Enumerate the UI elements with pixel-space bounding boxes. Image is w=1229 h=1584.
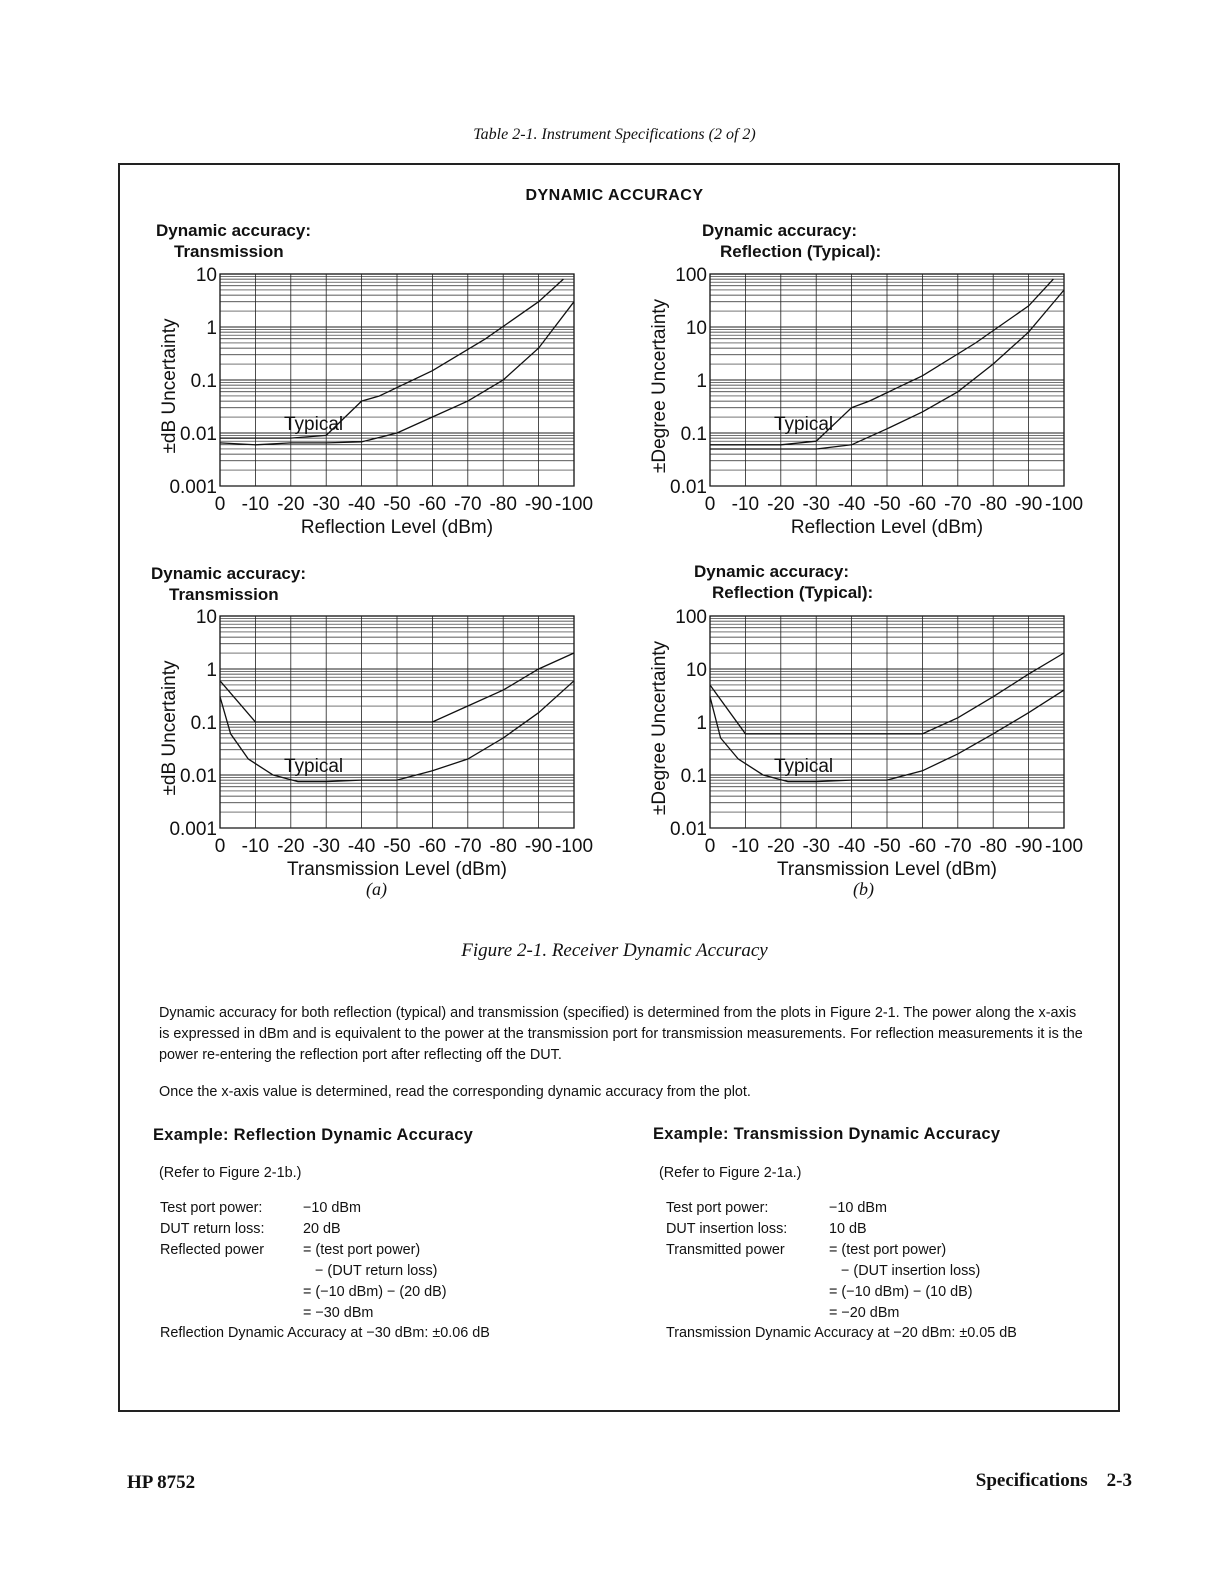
x-tick-label: 0 (214, 836, 226, 857)
example-transmission-summary: Transmission Dynamic Accuracy at −20 dBm: ±0.05 dB (666, 1325, 1017, 1341)
chart-title-tr (702, 220, 881, 262)
x-tick-label: 0 (214, 494, 226, 515)
annotation-typical: Typical (774, 756, 834, 777)
y-tick-label: 100 (675, 265, 707, 286)
example-transmission-rows (666, 1198, 980, 1324)
y-tick-label: 0.01 (180, 766, 217, 787)
footer-page: Specifications 2-3 (975, 1470, 1132, 1491)
x-tick-label: -30 (802, 494, 830, 515)
x-tick-label: -70 (944, 836, 972, 857)
figure-caption: Figure 2-1. Receiver Dynamic Accuracy (461, 940, 768, 961)
x-axis-label: Reflection Level (dBm) (790, 517, 984, 538)
x-tick-label: -30 (312, 494, 340, 515)
example-row-label: Reflected power (160, 1242, 264, 1258)
x-tick-label: -60 (908, 836, 937, 857)
footer-model: HP 8752 (127, 1472, 196, 1493)
y-tick-label: 0.1 (190, 713, 217, 734)
chart-reflection-transmission-level (640, 604, 1090, 884)
x-tick-label: -70 (944, 494, 972, 515)
y-axis-label: ±dB Uncertainty (159, 318, 180, 454)
y-tick-label: 0.01 (670, 819, 707, 840)
y-tick-label: 0.01 (670, 477, 707, 498)
example-row (160, 1303, 447, 1324)
annotation-typical: Typical (774, 414, 834, 435)
example-row (160, 1240, 447, 1261)
x-tick-label: -20 (767, 494, 795, 515)
example-row-label (666, 1261, 829, 1282)
x-tick-label: 0 (704, 836, 716, 857)
y-tick-label: 10 (195, 607, 217, 628)
example-row (666, 1219, 980, 1240)
example-row-value: 20 dB (303, 1221, 341, 1237)
x-tick-label: -90 (524, 494, 553, 515)
chart-title-line2: Reflection (Typical): (712, 583, 874, 602)
chart-title-line2: Transmission (169, 585, 279, 604)
x-tick-label: -70 (454, 494, 482, 515)
example-row (666, 1282, 980, 1303)
example-row-label: Test port power: (666, 1200, 769, 1216)
x-tick-label: -10 (241, 494, 270, 515)
example-row-value: − (DUT insertion loss) (829, 1263, 981, 1279)
x-tick-label: -90 (1014, 836, 1043, 857)
y-tick-label: 10 (685, 660, 707, 681)
y-tick-label: 1 (696, 371, 707, 392)
x-tick-label: -90 (524, 836, 553, 857)
chart-title-bl (151, 563, 306, 605)
x-axis-label: Transmission Level (dBm) (287, 859, 507, 880)
x-tick-label: -50 (873, 494, 901, 515)
example-row-label (160, 1261, 303, 1282)
example-row-label: Test port power: (160, 1200, 263, 1216)
annotation-typical: Typical (284, 756, 344, 777)
x-tick-label: -40 (837, 836, 866, 857)
example-transmission-title: Example: Transmission Dynamic Accuracy (653, 1125, 1001, 1143)
x-tick-label: -60 (418, 836, 447, 857)
x-axis-label: Reflection Level (dBm) (300, 517, 494, 538)
body-paragraph-2: Once the x-axis value is determined, read the corresponding dynamic accuracy from the plot. (159, 1084, 751, 1100)
x-tick-label: -70 (454, 836, 482, 857)
x-tick-label: -30 (802, 836, 830, 857)
example-row-value: − (DUT return loss) (303, 1263, 438, 1279)
example-row (666, 1303, 980, 1324)
example-row-label: Transmitted power (666, 1242, 785, 1258)
x-tick-label: -30 (312, 836, 340, 857)
annotation-typical: Typical (284, 414, 344, 435)
example-row-label (666, 1282, 829, 1303)
x-tick-label: -60 (908, 494, 937, 515)
example-row (666, 1198, 980, 1219)
x-tick-label: -10 (731, 494, 760, 515)
example-reflection-summary: Reflection Dynamic Accuracy at −30 dBm: ±0.06 dB (160, 1325, 490, 1341)
x-tick-label: -20 (767, 836, 795, 857)
x-tick-label: 0 (704, 494, 716, 515)
y-tick-label: 100 (675, 607, 707, 628)
example-row (160, 1282, 447, 1303)
example-row-label (666, 1303, 829, 1324)
y-axis-label: ±dB Uncertainty (159, 660, 180, 796)
x-tick-label: -40 (347, 494, 376, 515)
example-row-label: DUT return loss: (160, 1221, 265, 1237)
y-tick-label: 1 (206, 660, 217, 681)
example-reflection-ref: (Refer to Figure 2-1b.) (159, 1165, 302, 1181)
x-tick-label: -100 (1044, 836, 1084, 857)
x-tick-label: -80 (489, 836, 517, 857)
y-tick-label: 0.001 (169, 819, 217, 840)
example-row-value: −10 dBm (303, 1200, 361, 1216)
x-tick-label: -20 (277, 836, 305, 857)
chart-title-tl (156, 220, 311, 262)
example-row (160, 1219, 447, 1240)
x-tick-label: -20 (277, 494, 305, 515)
subfigure-label-a: (a) (366, 879, 387, 899)
example-transmission-ref: (Refer to Figure 2-1a.) (659, 1165, 802, 1181)
series-line-specified (220, 279, 563, 438)
chart-title-line2: Reflection (Typical): (720, 242, 882, 261)
y-tick-label: 1 (206, 318, 217, 339)
example-row-value: = (test port power) (303, 1242, 421, 1258)
example-row-value: = (test port power) (829, 1242, 947, 1258)
example-row (160, 1261, 447, 1282)
subfigure-label-b: (b) (853, 879, 874, 899)
example-row-value: = −20 dBm (829, 1305, 900, 1321)
example-row-label (160, 1282, 303, 1303)
x-tick-label: -40 (347, 836, 376, 857)
x-tick-label: -50 (383, 836, 411, 857)
x-tick-label: -50 (383, 494, 411, 515)
chart-title-line1: Dynamic accuracy: (694, 562, 849, 581)
x-tick-label: -80 (489, 494, 517, 515)
example-row-value: = (−10 dBm) − (20 dB) (303, 1284, 447, 1300)
example-row (160, 1198, 447, 1219)
y-tick-label: 0.1 (190, 371, 217, 392)
example-row-value: = (−10 dBm) − (10 dB) (829, 1284, 973, 1300)
section-title: DYNAMIC ACCURACY (525, 187, 704, 204)
example-reflection-title: Example: Reflection Dynamic Accuracy (153, 1126, 474, 1144)
x-tick-label: -100 (554, 494, 594, 515)
y-axis-label: ±Degree Uncertainty (649, 640, 670, 816)
series-line-upper (710, 279, 1053, 445)
example-row-label (160, 1303, 303, 1324)
y-tick-label: 0.001 (169, 477, 217, 498)
chart-transmission-reflection-level (150, 262, 600, 542)
x-axis-label: Transmission Level (dBm) (777, 859, 997, 880)
x-tick-label: -50 (873, 836, 901, 857)
x-tick-label: -10 (731, 836, 760, 857)
x-tick-label: -10 (241, 836, 270, 857)
chart-transmission-transmission-level (150, 604, 600, 884)
chart-title-line1: Dynamic accuracy: (156, 221, 311, 240)
body-paragraph-1: Dynamic accuracy for both reflection (typical) and transmission (specified) is determined from the plots in Figure 2-1. The power along the x-axis is expressed in dBm and is equivalent to the power at the transmission port for transmission measurements. For reflection measurements it is the power re-entering the reflection port after reflecting off the DUT. (159, 1005, 1083, 1063)
x-tick-label: -80 (979, 836, 1007, 857)
example-row-value: = −30 dBm (303, 1305, 374, 1321)
chart-title-line2: Transmission (174, 242, 284, 261)
x-tick-label: -40 (837, 494, 866, 515)
example-row (666, 1240, 980, 1261)
x-tick-label: -80 (979, 494, 1007, 515)
chart-title-br (694, 561, 873, 603)
y-tick-label: 1 (696, 713, 707, 734)
x-tick-label: -90 (1014, 494, 1043, 515)
x-tick-label: -60 (418, 494, 447, 515)
example-row-value: 10 dB (829, 1221, 867, 1237)
chart-title-line1: Dynamic accuracy: (151, 564, 306, 583)
y-tick-label: 10 (195, 265, 217, 286)
example-reflection-rows (160, 1198, 447, 1324)
table-caption: Table 2-1. Instrument Specifications (2 of 2) (473, 126, 756, 143)
example-row (666, 1261, 980, 1282)
chart-reflection-reflection-level (640, 262, 1090, 542)
y-tick-label: 0.1 (680, 424, 707, 445)
x-tick-label: -100 (1044, 494, 1084, 515)
y-tick-label: 10 (685, 318, 707, 339)
chart-title-line1: Dynamic accuracy: (702, 221, 857, 240)
example-row-value: −10 dBm (829, 1200, 887, 1216)
y-axis-label: ±Degree Uncertainty (649, 298, 670, 474)
x-tick-label: -100 (554, 836, 594, 857)
y-tick-label: 0.01 (180, 424, 217, 445)
y-tick-label: 0.1 (680, 766, 707, 787)
example-row-label: DUT insertion loss: (666, 1221, 788, 1237)
